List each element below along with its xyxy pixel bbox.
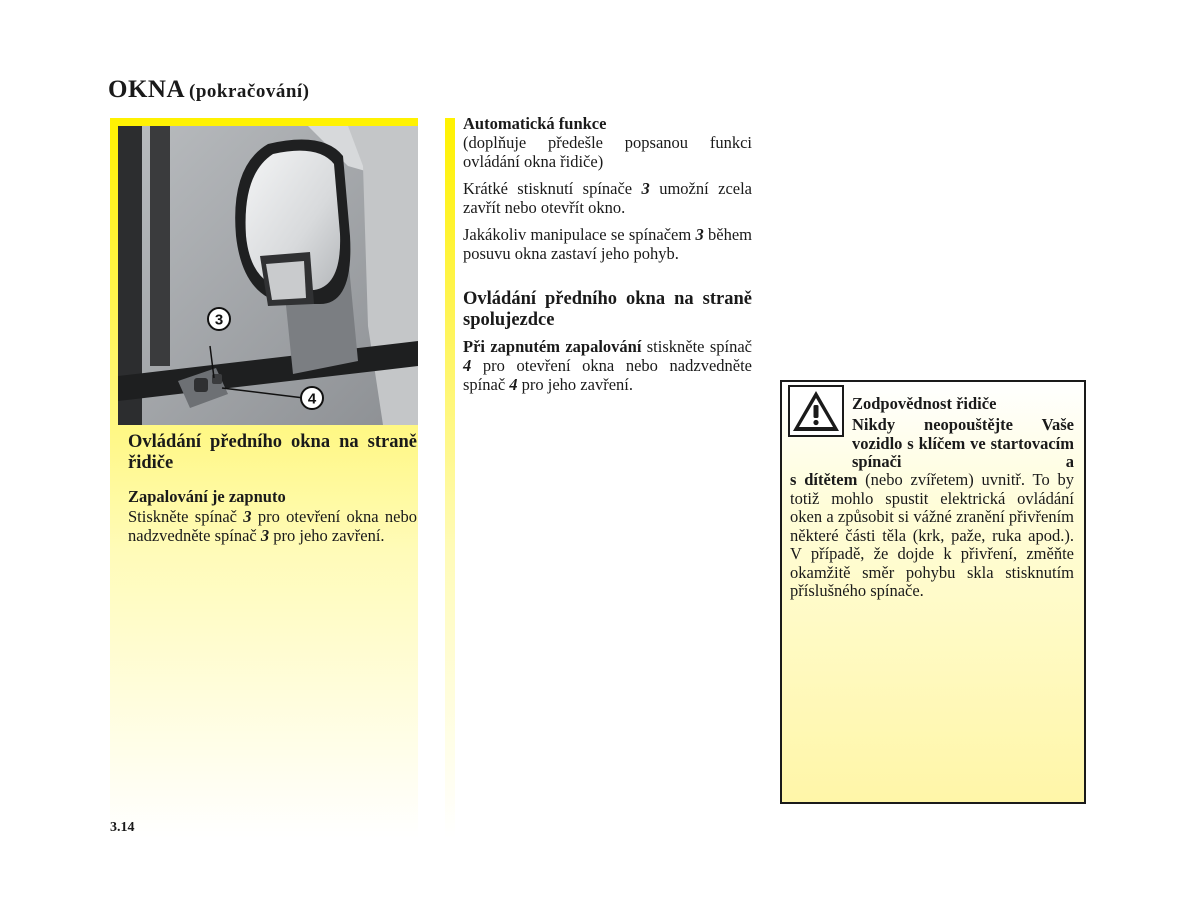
warning-triangle-icon: [788, 385, 844, 437]
title-main: OKNA: [108, 76, 185, 103]
auto-function-paragraph-2: [463, 225, 752, 263]
text-run: Krátké stisknutí spínače: [463, 179, 642, 198]
mirror-switch-photo: [118, 126, 418, 425]
text-run-bold: Při zapnutém zapalování: [463, 337, 642, 356]
middle-column-text: [463, 114, 752, 394]
passenger-window-paragraph: [463, 337, 752, 394]
text-run: Jakákoliv manipulace se spínačem: [463, 225, 696, 244]
ignition-on-subheading: Zapalování je zapnuto: [128, 487, 286, 506]
text-run: pro jeho zavření.: [269, 526, 385, 545]
page-title: [108, 76, 310, 104]
driver-window-paragraph: [128, 507, 417, 545]
mirror-switch-illustration: [118, 126, 418, 425]
callout-4: 4: [307, 390, 317, 408]
page-number: 3.14: [110, 820, 135, 835]
switch-number: 4: [509, 375, 518, 394]
text-run: Stiskněte spínač: [128, 507, 244, 526]
switch-number: 3: [260, 526, 270, 545]
auto-function-heading: Automatická funkce: [463, 114, 607, 133]
passenger-window-heading: Ovládání předního okna na straně spolujezdce: [463, 289, 752, 330]
text-run: stiskněte spínač: [641, 337, 752, 356]
text-run: umožní zcela zavřít nebo otevřít okno.: [463, 179, 752, 217]
left-column-text: [128, 432, 417, 545]
text-run: pro jeho zavření.: [517, 375, 633, 394]
warning-lead: Nikdy neopouštějte Vaše vozidlo s klíčem ve startovacím spínači a: [852, 415, 1074, 471]
text-run: pro otevření okna nebo nadzvedněte spínač: [463, 356, 752, 394]
text-run: pro otevření okna nebo nadzvedněte spínač: [128, 507, 417, 545]
driver-window-heading: Ovládání předního okna na straně řidiče: [128, 432, 417, 473]
switch-number: 3: [695, 225, 704, 244]
switch-number: 4: [463, 356, 472, 375]
text-run: během posuvu okna zastaví jeho pohyb.: [463, 225, 752, 263]
text-run-bold: s dítětem: [790, 470, 858, 489]
title-subtitle: (pokračování): [189, 81, 310, 102]
text-run: (nebo zvířetem) uvnitř. To by totiž mohlo spustit elektrická ovládání oken a způsobit si vážné zranění přivřením některé části těla (krk, paže, ruka apod.). V případě, že dojde k přivření, změňte okamžitě směr pohybu skla stisknutím příslušného spínače.: [790, 470, 1074, 600]
callout-3: 3: [214, 311, 224, 329]
auto-function-intro: (doplňuje předešle popsanou funkci ovládání okna řidiče): [463, 133, 752, 171]
middle-column-accent-bar: [445, 118, 455, 838]
warning-body: [790, 471, 1074, 601]
warning-title: Zodpovědnost řidiče: [852, 394, 997, 413]
switch-number: 3: [243, 507, 252, 526]
auto-function-paragraph-1: [463, 179, 752, 217]
switch-number: 3: [641, 179, 650, 198]
